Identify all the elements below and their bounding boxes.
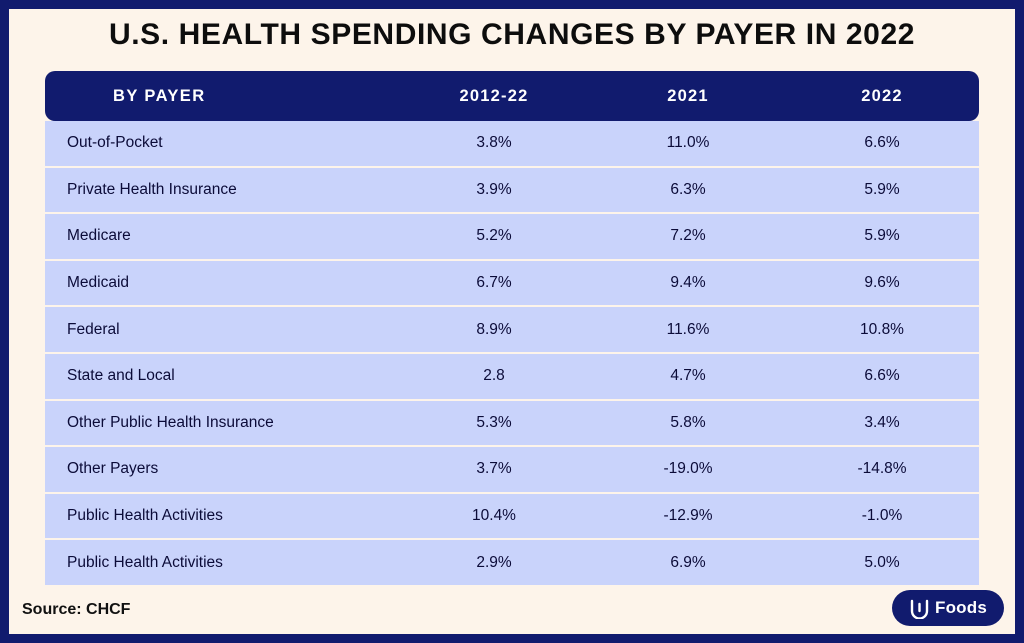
frame-border-bottom [0,634,1024,643]
cell-2021: 9.4% [591,260,785,307]
cell-2012-22: 3.8% [397,121,591,167]
spending-table [45,71,979,585]
cell-2022: 5.9% [785,213,979,260]
cell-2022: 5.9% [785,167,979,214]
table-header [45,71,979,121]
frame-border-right [1015,0,1024,643]
row-label: Medicaid [45,260,397,307]
table-row [45,306,979,353]
table-row [45,353,979,400]
cell-2022: 10.8% [785,306,979,353]
cell-2022: 9.6% [785,260,979,307]
cell-2022: -14.8% [785,446,979,493]
row-label: Out-of-Pocket [45,121,397,167]
page-title: U.S. HEALTH SPENDING CHANGES BY PAYER IN 2022 [108,18,916,51]
table-body [45,121,979,585]
column-header-2012-22: 2012-22 [459,86,529,105]
frame-border-left [0,0,9,643]
source-note: Source: CHCF [22,601,131,618]
cell-2021: -19.0% [591,446,785,493]
cell-2012-22: 6.7% [397,260,591,307]
table-row [45,493,979,540]
cell-2012-22: 8.9% [397,306,591,353]
cell-2022: -1.0% [785,493,979,540]
cell-2012-22: 2.8 [397,353,591,400]
frame-border-top [0,0,1024,9]
cell-2022: 5.0% [785,539,979,585]
cell-2012-22: 3.7% [397,446,591,493]
table-row [45,260,979,307]
table-header-row [45,71,979,121]
row-label: Other Public Health Insurance [45,400,397,447]
cell-2022: 6.6% [785,353,979,400]
row-label: Public Health Activities [45,539,397,585]
row-label: Federal [45,306,397,353]
cell-2021: 11.6% [591,306,785,353]
row-label: Medicare [45,213,397,260]
row-label: Private Health Insurance [45,167,397,214]
table-row [45,400,979,447]
row-label: Public Health Activities [45,493,397,540]
cell-2021: 4.7% [591,353,785,400]
cell-2012-22: 3.9% [397,167,591,214]
row-label: State and Local [45,353,397,400]
table-row [45,213,979,260]
column-header-2022: 2022 [861,86,903,105]
cell-2012-22: 5.3% [397,400,591,447]
table-row [45,121,979,167]
row-label: Other Payers [45,446,397,493]
table-row [45,167,979,214]
brand-logo [892,590,1004,626]
cell-2021: 6.9% [591,539,785,585]
column-header-payer: BY PAYER [113,86,206,105]
cell-2021: 7.2% [591,213,785,260]
cell-2012-22: 10.4% [397,493,591,540]
table-row [45,446,979,493]
brand-name: Foods [935,598,987,617]
cell-2021: 11.0% [591,121,785,167]
table-row [45,539,979,585]
cell-2021: 5.8% [591,400,785,447]
cell-2021: -12.9% [591,493,785,540]
cell-2022: 6.6% [785,121,979,167]
cell-2012-22: 2.9% [397,539,591,585]
cell-2021: 6.3% [591,167,785,214]
cell-2012-22: 5.2% [397,213,591,260]
column-header-2021: 2021 [667,86,709,105]
spending-table-container [45,71,979,585]
w-monogram-icon [909,598,930,619]
cell-2022: 3.4% [785,400,979,447]
